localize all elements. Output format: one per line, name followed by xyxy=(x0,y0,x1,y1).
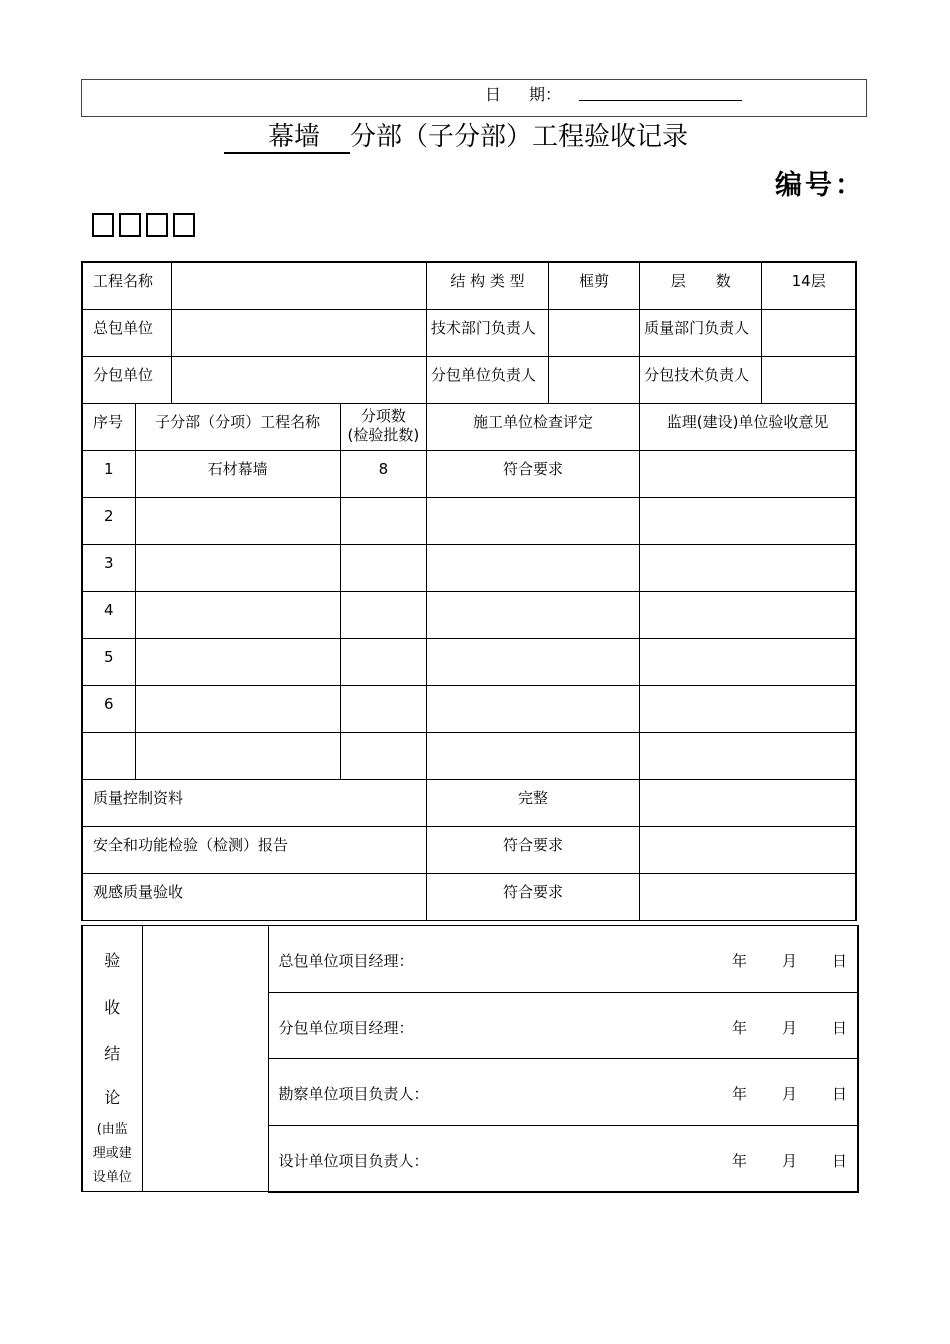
project-name-value[interactable] xyxy=(171,262,426,309)
summary-opinion[interactable] xyxy=(640,873,856,920)
table-row xyxy=(82,591,856,638)
code-label: 编号： xyxy=(775,170,865,201)
table-row xyxy=(82,450,856,497)
subcontractor-value[interactable] xyxy=(171,356,426,403)
row-name[interactable] xyxy=(135,497,340,544)
summary-row xyxy=(82,826,856,873)
table-row xyxy=(82,638,856,685)
row-no: 4 xyxy=(82,591,135,638)
table-row xyxy=(82,732,856,779)
row-eval[interactable] xyxy=(426,685,639,732)
summary-row xyxy=(82,779,856,826)
row-count[interactable] xyxy=(340,685,426,732)
row-no xyxy=(82,732,135,779)
tech-dept-head-value[interactable] xyxy=(549,309,640,356)
signer-label: 总包单位项目经理： xyxy=(278,952,414,970)
row-eval[interactable] xyxy=(426,638,639,685)
subcontractor-tech-head-value[interactable] xyxy=(762,356,856,403)
table-row xyxy=(82,544,856,591)
general-contractor-value[interactable] xyxy=(171,309,426,356)
page-title xyxy=(224,116,688,154)
acceptance-table xyxy=(81,261,857,921)
signature-table xyxy=(81,925,859,1193)
date-label: 日 期： xyxy=(485,85,562,104)
date-box xyxy=(81,79,867,117)
summary-eval[interactable]: 符合要求 xyxy=(426,873,639,920)
code-box[interactable] xyxy=(92,213,114,237)
signer-date: 年 月 日 xyxy=(731,1018,847,1037)
signer-date: 年 月 日 xyxy=(731,1151,847,1170)
row-no: 1 xyxy=(82,450,135,497)
signer-row[interactable] xyxy=(268,1059,858,1126)
code-boxes xyxy=(92,213,195,237)
row-count[interactable]: 8 xyxy=(340,450,426,497)
row-eval[interactable] xyxy=(426,732,639,779)
project-name-label: 工程名称 xyxy=(82,262,171,309)
acceptance-conclusion-label: 验 收 结 论 (由监 理或建 设单位 xyxy=(82,926,142,1192)
summary-label: 安全和功能检验（检测）报告 xyxy=(82,826,426,873)
quality-dept-head-value[interactable] xyxy=(762,309,856,356)
subcontractor-head-value[interactable] xyxy=(549,356,640,403)
col-header-count: 分项数 (检验批数) xyxy=(340,403,426,450)
row-eval[interactable] xyxy=(426,497,639,544)
title-fill-value: 幕墙 xyxy=(224,122,350,154)
row-name[interactable] xyxy=(135,638,340,685)
general-contractor-label: 总包单位 xyxy=(82,309,171,356)
structure-type-value[interactable]: 框剪 xyxy=(549,262,640,309)
acceptance-conclusion-value[interactable] xyxy=(142,926,268,1192)
row-no: 2 xyxy=(82,497,135,544)
row-count[interactable] xyxy=(340,638,426,685)
signer-row[interactable] xyxy=(268,926,858,993)
row-name[interactable] xyxy=(135,591,340,638)
row-opinion[interactable] xyxy=(640,497,856,544)
signer-label: 分包单位项目经理： xyxy=(278,1018,414,1037)
code-box[interactable] xyxy=(173,213,195,237)
summary-eval[interactable]: 符合要求 xyxy=(426,826,639,873)
structure-type-label: 结 构 类 型 xyxy=(426,262,548,309)
row-name[interactable]: 石材幕墙 xyxy=(135,450,340,497)
col-header-constructor-eval: 施工单位检查评定 xyxy=(426,403,639,450)
row-opinion[interactable] xyxy=(640,450,856,497)
col-header-supervisor-opinion: 监理(建设)单位验收意见 xyxy=(640,403,856,450)
row-no: 5 xyxy=(82,638,135,685)
row-no: 6 xyxy=(82,685,135,732)
signer-date: 年 月 日 xyxy=(731,952,847,970)
summary-label: 质量控制资料 xyxy=(82,779,426,826)
row-name[interactable] xyxy=(135,544,340,591)
summary-label: 观感质量验收 xyxy=(82,873,426,920)
row-opinion[interactable] xyxy=(640,591,856,638)
summary-opinion[interactable] xyxy=(640,779,856,826)
date-input-line[interactable] xyxy=(579,100,742,101)
row-eval[interactable] xyxy=(426,591,639,638)
tech-dept-head-label: 技术部门负责人 xyxy=(426,309,548,356)
summary-eval[interactable]: 完整 xyxy=(426,779,639,826)
signer-label: 勘察单位项目负责人： xyxy=(278,1085,429,1103)
row-count[interactable] xyxy=(340,732,426,779)
signer-date: 年 月 日 xyxy=(731,1085,847,1103)
row-eval[interactable]: 符合要求 xyxy=(426,450,639,497)
title-text: 分部（子分部）工程验收记录 xyxy=(350,122,689,152)
code-box[interactable] xyxy=(146,213,168,237)
row-opinion[interactable] xyxy=(640,638,856,685)
col-header-name: 子分部（分项）工程名称 xyxy=(135,403,340,450)
subcontractor-head-label: 分包单位负责人 xyxy=(426,356,548,403)
code-box[interactable] xyxy=(119,213,141,237)
table-row xyxy=(82,497,856,544)
summary-opinion[interactable] xyxy=(640,826,856,873)
signer-row[interactable] xyxy=(268,1125,858,1192)
summary-row xyxy=(82,873,856,920)
quality-dept-head-label: 质量部门负责人 xyxy=(640,309,762,356)
row-no: 3 xyxy=(82,544,135,591)
row-count[interactable] xyxy=(340,544,426,591)
row-opinion[interactable] xyxy=(640,732,856,779)
row-name[interactable] xyxy=(135,685,340,732)
col-header-no: 序号 xyxy=(82,403,135,450)
row-name[interactable] xyxy=(135,732,340,779)
row-count[interactable] xyxy=(340,591,426,638)
signer-label: 设计单位项目负责人： xyxy=(278,1151,429,1170)
floors-value[interactable]: 14层 xyxy=(762,262,856,309)
subcontractor-label: 分包单位 xyxy=(82,356,171,403)
table-row xyxy=(82,685,856,732)
row-count[interactable] xyxy=(340,497,426,544)
subcontractor-tech-head-label: 分包技术负责人 xyxy=(640,356,762,403)
row-eval[interactable] xyxy=(426,544,639,591)
row-opinion[interactable] xyxy=(640,685,856,732)
signer-row[interactable] xyxy=(268,992,858,1059)
row-opinion[interactable] xyxy=(640,544,856,591)
floors-label: 层 数 xyxy=(640,262,762,309)
